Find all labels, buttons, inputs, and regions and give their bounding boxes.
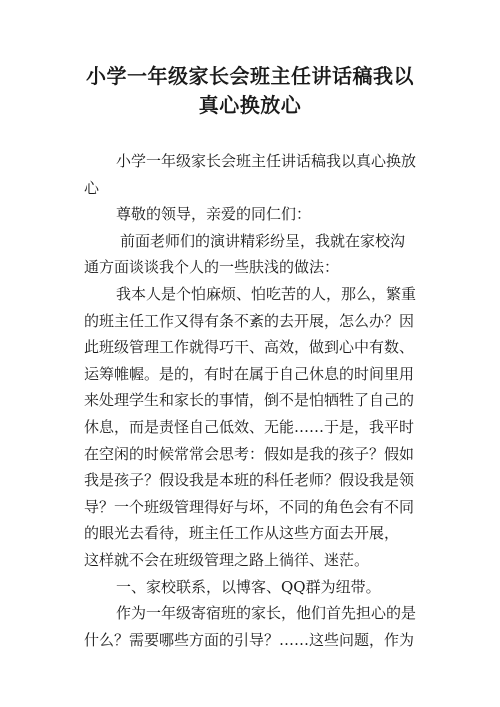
paragraph-line: 这样就不会在班级管理之路上徜徉、迷茫。 <box>84 550 370 569</box>
paragraph-line: 在空闲的时候常常会思考：假如是我的孩子？假如 <box>84 444 415 463</box>
paragraph-line: 此班级管理工作就得巧干、高效，做到心中有数、 <box>84 338 415 357</box>
paragraph-line: 我本人是个怕麻烦、怕吃苦的人，那么，繁重 <box>116 284 417 303</box>
document-body <box>84 148 420 653</box>
title-line: 小学一年级家长会班主任讲话稿我以 <box>86 64 414 88</box>
paragraph-line: 前面老师们的演讲精彩纷呈，我就在家校沟 <box>120 231 406 250</box>
salutation-line: 尊敬的领导，亲爱的同仁们： <box>116 205 312 224</box>
section-heading-line: 一、家校联系，以博客、QQ群为纽带。 <box>116 577 381 596</box>
paragraph-line: 的眼光去看待，班主任工作从这些方面去开展， <box>84 524 400 543</box>
document-title <box>60 62 440 120</box>
paragraph-line: 通方面谈谈我个人的一些肤浅的做法： <box>84 258 340 277</box>
paragraph-line: 心 <box>84 178 100 197</box>
paragraph-line: 作为一年级寄宿班的家长，他们首先担心的是 <box>116 604 417 623</box>
paragraph-line: 什么？需要哪些方面的引导？……这些问题，作为 <box>84 630 415 649</box>
paragraph-line: 我是孩子？假设我是本班的科任老师？假设我是领 <box>84 471 415 490</box>
paragraph-line: 来处理学生和家长的事情，倒不是怕牺牲了自己的 <box>84 391 415 410</box>
title-line: 真心换放心 <box>198 93 302 117</box>
paragraph-line: 的班主任工作又得有条不紊的去开展，怎么办？因 <box>84 311 415 330</box>
paragraph-line: 小学一年级家长会班主任讲话稿我以真心换放 <box>116 152 417 170</box>
paragraph-line: 导？一个班级管理得好与坏，不同的角色会有不同 <box>84 497 415 516</box>
paragraph-line: 休息，而是责怪自己低效、无能……于是，我平时 <box>84 417 415 436</box>
paragraph-line: 运筹帷幄。是的，有时在属于自己休息的时间里用 <box>84 364 415 383</box>
